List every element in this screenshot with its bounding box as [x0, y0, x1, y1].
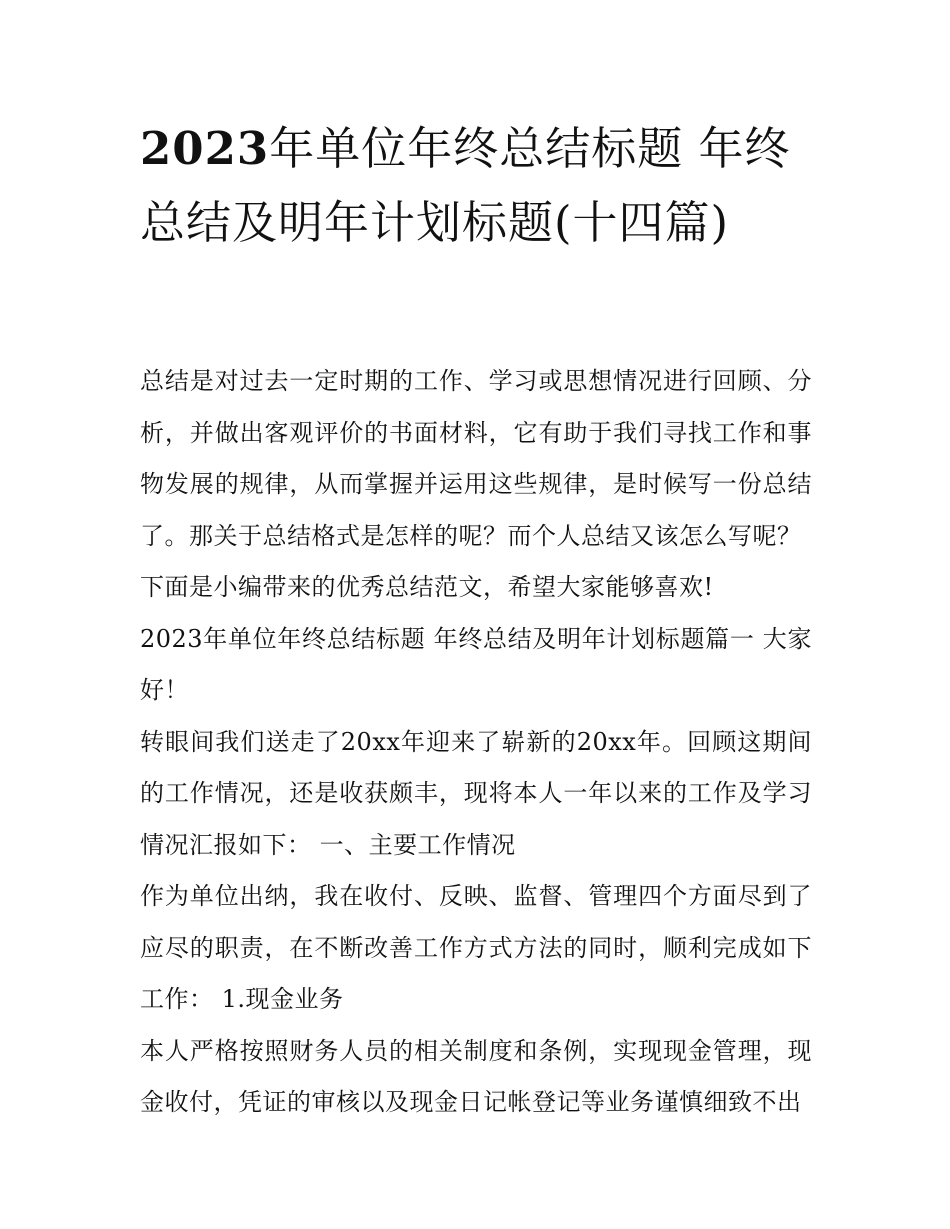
paragraph-cash: 本人严格按照财务人员的相关制度和条例，实现现金管理，现金收付，凭证的审核以及现金日记帐登记等业务谨慎细致不出	[140, 1036, 812, 1116]
title-text: 年单位年终总结标题 年终总结及明年计划标题(十四篇)	[140, 122, 791, 249]
paragraph-lead: 下面是小编带来的优秀总结范文，希望大家能够喜欢!	[140, 573, 714, 601]
paragraph-review: 转眼间我们送走了20xx年迎来了崭新的20xx年。回顾这期间的工作情况，还是收获颇丰，现将本人一年以来的工作及学习情况汇报如下： 一、主要工作情况	[140, 727, 812, 859]
paragraph-duties: 作为单位出纳，我在收付、反映、监督、管理四个方面尽到了应尽的职责，在不断改善工作方式方法的同时，顺利完成如下工作： 1.现金业务	[140, 882, 812, 1013]
paragraph-intro: 总结是对过去一定时期的工作、学习或思想情况进行回顾、分析，并做出客观评价的书面材料，它有助于我们寻找工作和事物发展的规律，从而掌握并运用这些规律，是时候写一份总结了。那关于总结格式是怎样的呢？而个人总结又该怎么写呢？	[140, 367, 812, 550]
document-body	[140, 356, 812, 1129]
title-year: 2023	[140, 122, 270, 175]
paragraph-section-heading: 2023年单位年终总结标题 年终总结及明年计划标题篇一 大家好！	[140, 624, 812, 704]
document-title	[140, 112, 800, 260]
